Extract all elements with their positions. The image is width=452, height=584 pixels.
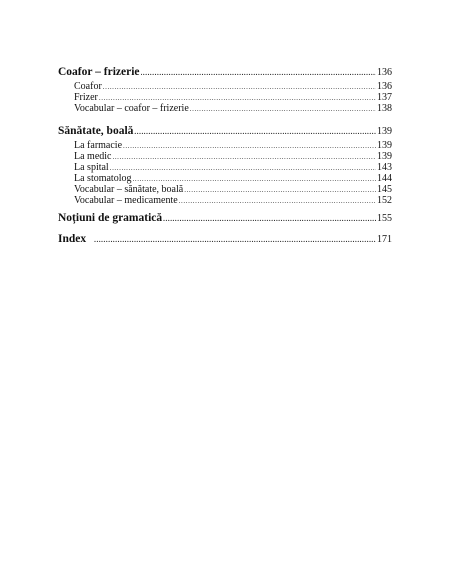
- toc-item-la-farmacie: [74, 140, 392, 151]
- toc-page-number: 152: [377, 195, 392, 206]
- toc-section-title: Sănătate, boală: [58, 125, 134, 137]
- toc-page-number: 171: [377, 234, 392, 245]
- toc-item-la-stomatolog: [74, 173, 392, 184]
- dot-leader: [134, 128, 376, 136]
- toc-page-number: 136: [377, 67, 392, 78]
- toc-item-title: La medic: [74, 151, 112, 162]
- toc-item-title: La stomatolog: [74, 173, 132, 184]
- toc-page-number: 139: [377, 140, 392, 151]
- toc-section-title: Index: [58, 233, 87, 245]
- toc-item-la-spital: [74, 162, 392, 173]
- dot-leader: [94, 236, 376, 244]
- toc-page-number: 143: [377, 162, 392, 173]
- toc-page-number: 145: [377, 184, 392, 195]
- dot-leader: [184, 186, 376, 194]
- toc-item-vocabular-coafor-frizerie: [74, 103, 392, 114]
- toc-page-number: 136: [377, 81, 392, 92]
- dot-leader: [99, 94, 376, 102]
- dot-leader: [190, 105, 376, 113]
- toc-page-number: 139: [377, 151, 392, 162]
- toc-page-number: 138: [377, 103, 392, 114]
- toc-item-title: Frizer: [74, 92, 98, 103]
- spacer: [58, 114, 392, 125]
- toc-item-title: La farmacie: [74, 140, 123, 151]
- toc-item-title: Coafor: [74, 81, 102, 92]
- toc-section-title: Coafor – frizerie: [58, 66, 140, 78]
- dot-leader: [110, 164, 376, 172]
- toc-page-number: 137: [377, 92, 392, 103]
- dot-leader: [123, 142, 376, 150]
- toc-item-title: Vocabular – sănătate, boală: [74, 184, 184, 195]
- toc-section-title: Noțiuni de gramatică: [58, 212, 163, 224]
- toc-item-frizer: [74, 92, 392, 103]
- dot-leader: [163, 215, 376, 223]
- toc-item-vocabular-sanatate-boala: [74, 184, 392, 195]
- toc-item-coafor: [74, 81, 392, 92]
- dot-leader: [112, 153, 376, 161]
- toc-section-sanatate-boala: [58, 125, 392, 140]
- toc-item-title: Vocabular – coafor – frizerie: [74, 103, 189, 114]
- toc-item-title: Vocabular – medicamente: [74, 195, 178, 206]
- toc-page-number: 144: [377, 173, 392, 184]
- toc-section-coafor-frizerie: [58, 66, 392, 81]
- toc-page-number: 155: [377, 213, 392, 224]
- dot-leader: [103, 83, 376, 91]
- dot-leader: [133, 175, 377, 183]
- table-of-contents: [58, 66, 392, 248]
- toc-section-index: [58, 233, 392, 248]
- toc-section-notiuni-de-gramatica: [58, 212, 392, 227]
- toc-item-vocabular-medicamente: [74, 195, 392, 206]
- toc-item-title: La spital: [74, 162, 109, 173]
- dot-leader: [141, 69, 376, 77]
- toc-page-number: 139: [377, 126, 392, 137]
- toc-item-la-medic: [74, 151, 392, 162]
- dot-leader: [179, 197, 376, 205]
